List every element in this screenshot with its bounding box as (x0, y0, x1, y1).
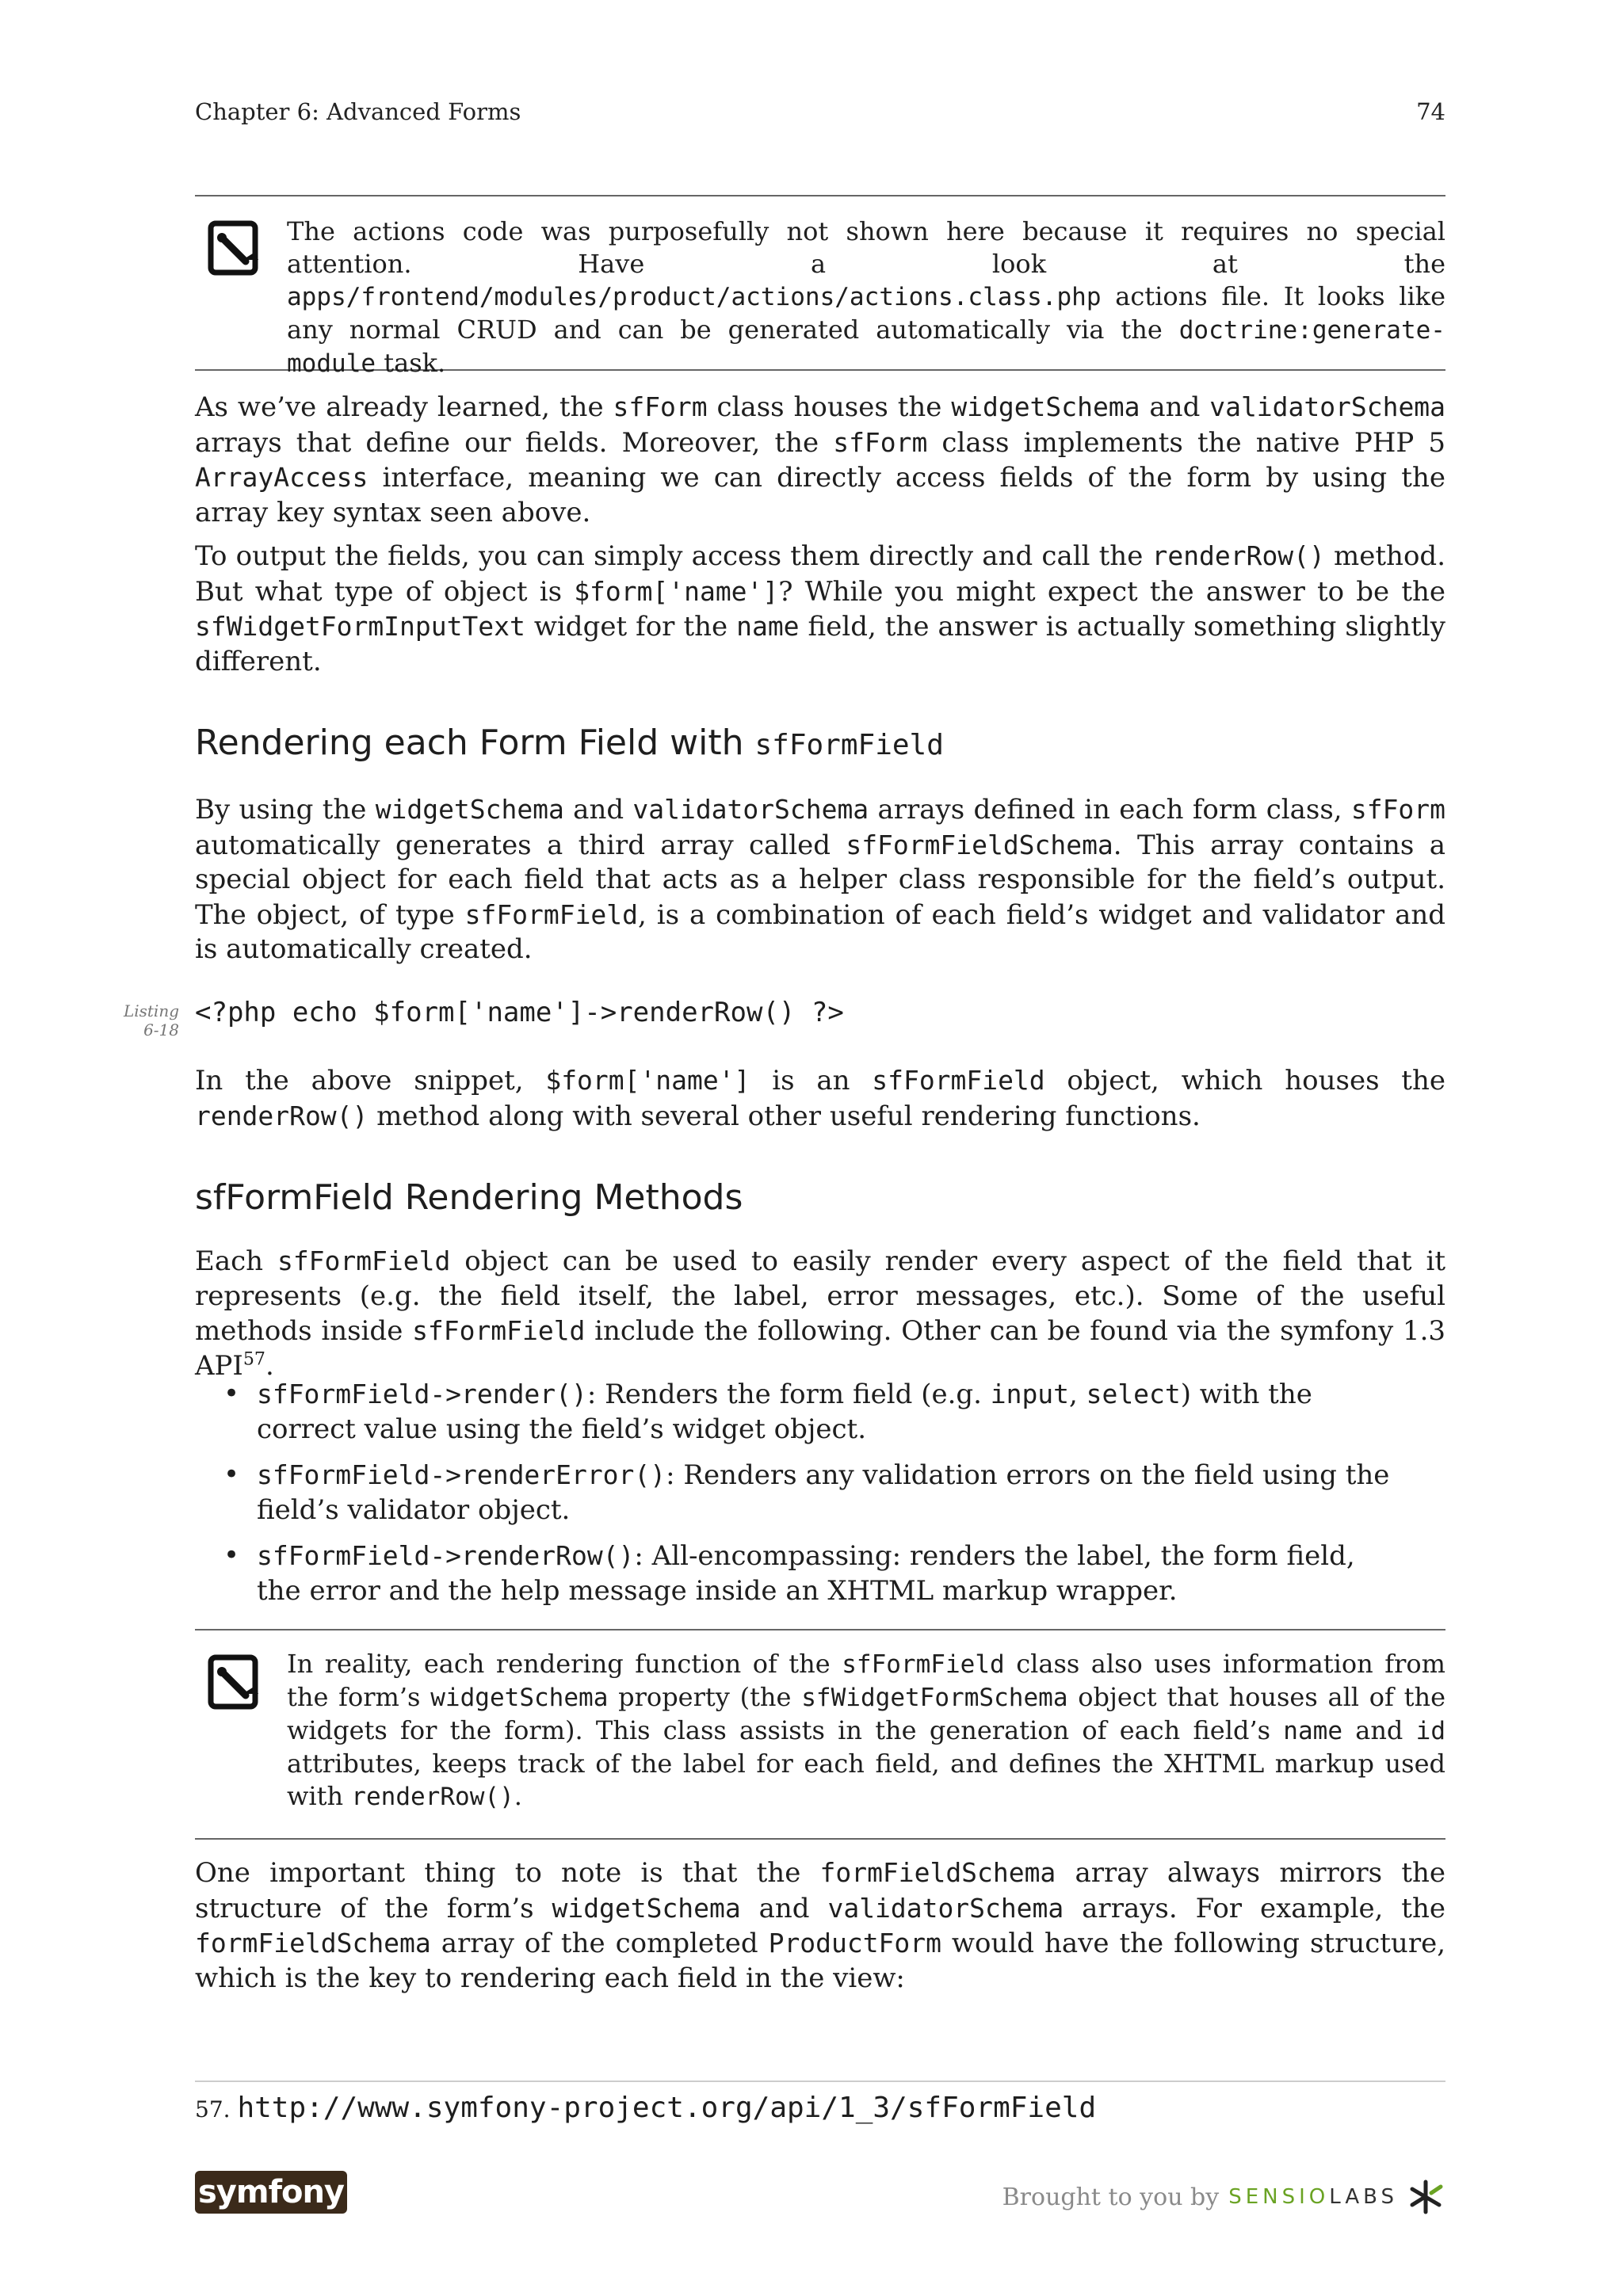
note-body (287, 196, 1445, 378)
paragraph: As we’ve already learned, the sfForm class houses the widgetSchema and validatorSchema arrays that define our fields. Moreover, the sfForm class implements the native PHP 5 ArrayAccess interface, meaning we can directly access fields of the form by using the array key syntax seen above. (195, 391, 1445, 528)
section-heading: Rendering each Form Field with sfFormField (195, 723, 944, 763)
note-text: In reality, each rendering function of the sfFormField class also uses information from the form’s widgetSchema property (the sfWidgetFormSchema object that houses all of the widgets for the form). This class assists in the generation of each field’s name and id attributes, keeps track of the label for each field, and defines the XHTML markup used with renderRow(). (287, 1649, 1446, 1811)
sensiolabs-star-icon (1406, 2177, 1445, 2217)
listing-label: Listing 6-18 (123, 1001, 179, 1039)
footnote-link[interactable]: http://www.symfony-project.org/api/1_3/sfFormField (237, 2092, 1097, 2124)
note-body (287, 1630, 1445, 1838)
chapter-title: Chapter 6: Advanced Forms (195, 98, 521, 125)
page-number: 74 (1416, 98, 1445, 125)
paragraph: In the above snippet, $form['name'] is an sfFormField object, which houses the renderRow() method along with several other useful rendering functions. (195, 1065, 1445, 1132)
paragraph: By using the widgetSchema and validatorSchema arrays defined in each form class, sfForm automatically generates a third array called sfFormFieldSchema. This array contains a special object for each field that acts as a helper class responsible for the field’s output. The object, of type sfFormField, is a combination of each field’s widget and validator and is automatically created. (195, 794, 1445, 965)
sensiolabs-logo: SENSIOLABS (1228, 2185, 1398, 2209)
running-head (195, 98, 1445, 125)
note-box (195, 1629, 1445, 1840)
symfony-logo: symfony (195, 2171, 347, 2214)
note-text: The actions code was purposefully not shown here because it requires no special attention. Have a look at the apps/frontend/modules/product/actions/actions.class.php actions file. It looks like any normal CRUD and can be generated automatically via the doctrine:generate-module task. (287, 216, 1445, 378)
brought-by (1002, 2177, 1445, 2217)
footnote-divider (195, 2081, 1445, 2082)
footnote (195, 2092, 1096, 2124)
paragraph: Each sfFormField object can be used to easily render every aspect of the field that it represents (e.g. the field itself, the label, error messages, etc.). Some of the useful methods inside sfFormField include the following. Other can be found via the symfony 1.3 API$^{57}$. (195, 1245, 1446, 1382)
note-box (195, 195, 1445, 378)
list-item: • sfFormField->renderError(): Renders any validation errors on the field using the field’s validator object. (223, 1459, 1390, 1526)
bullet-list (219, 1377, 1392, 1619)
paragraph: To output the fields, you can simply access them directly and call the renderRow() method. But what type of object is $form['name']? While you might expect the answer to be the sfWidgetFormInputText widget for the name field, the answer is actually something slightly different. (195, 540, 1446, 677)
brought-by-text: Brought to you by (1002, 2183, 1220, 2211)
code-listing: <?php echo $form['name']->renderRow() ?> (195, 997, 844, 1028)
footnote-number: 57. (195, 2096, 231, 2122)
note-icon (195, 196, 287, 369)
list-item: • sfFormField->renderRow(): All-encompassing: renders the label, the form field, the error and the help message inside an XHTML markup wrapper. (223, 1539, 1355, 1607)
section-heading: sfFormField Rendering Methods (195, 1177, 743, 1218)
note-icon (195, 1630, 287, 1838)
paragraph: One important thing to note is that the formFieldSchema array always mirrors the structure of the form’s widgetSchema and validatorSchema arrays. For example, the formFieldSchema array of the completed ProductForm would have the following structure, which is the key to rendering each field in the view: (195, 1857, 1446, 1994)
footnote-ref[interactable]: 57 (242, 1348, 265, 1370)
list-item: • sfFormField->render(): Renders the form field (e.g. input, select) with the correct value using the field’s widget object. (223, 1378, 1312, 1445)
